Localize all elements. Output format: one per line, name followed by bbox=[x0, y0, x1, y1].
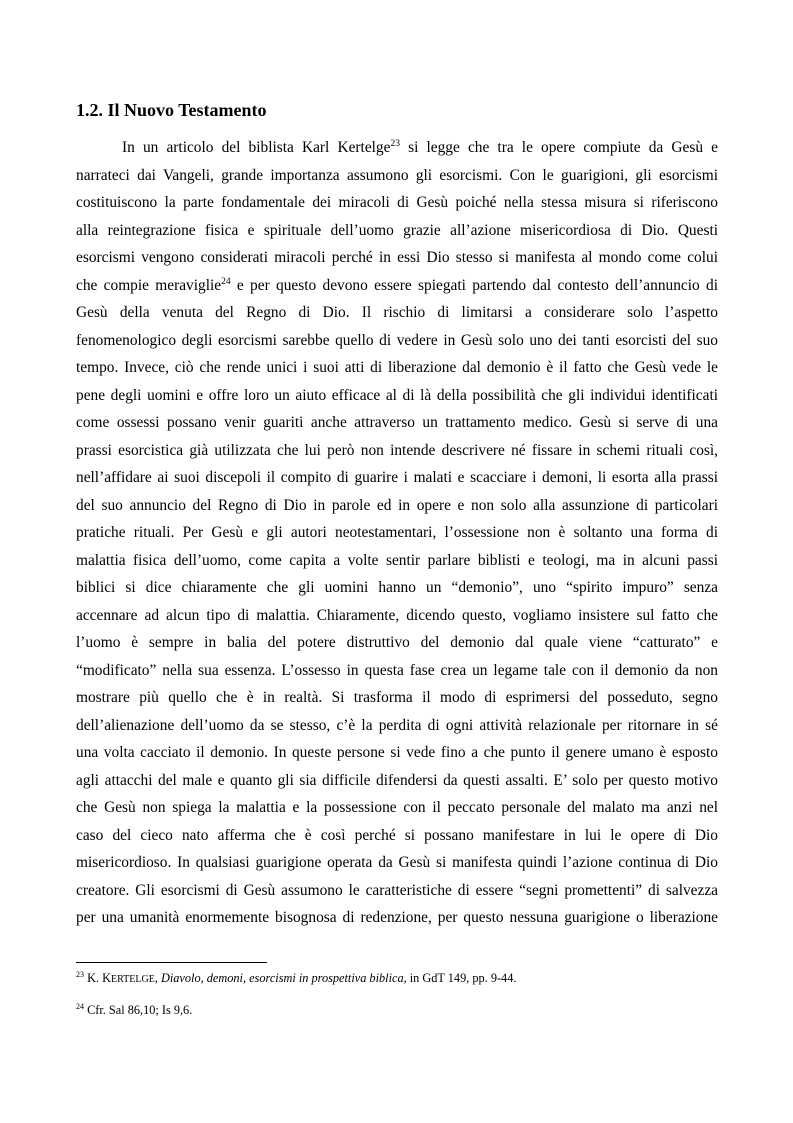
text-line: In un articolo del biblista Karl Kertelge$^{23}$ si legge che tra le opere compiute da Gesù e bbox=[122, 139, 718, 156]
text-line: prassi esorcistica già utilizzata che lui però non intende descrivere né fissare in schemi rituali così, bbox=[76, 441, 718, 459]
footnote-ref-24[interactable]: 24 bbox=[221, 276, 231, 287]
text-line: malattia fisica dell’uomo, come capita a volte sentir parlare biblisti e teologi, ma in alcuni passi bbox=[76, 551, 718, 569]
text-line: alla reintegrazione fisica e spirituale dell’uomo grazie all’azione misericordiosa di Dio. Questi bbox=[76, 221, 718, 239]
text-line: l’uomo è sempre in balia del potere distruttivo del demonio dal quale viene “catturato” e bbox=[76, 634, 718, 651]
text-line: che Gesù non spiega la malattia e la possessione con il peccato personale del malato ma anzi nel bbox=[76, 799, 718, 816]
text-line: biblici si dice chiaramente che gli uomini hanno un “demonio”, uno “spirito impuro” senza bbox=[76, 579, 718, 596]
text-line: costituiscono la parte fondamentale dei miracoli di Gesù poiché nella stessa misura si riferiscono bbox=[76, 194, 718, 211]
text-line: caso del cieco nato afferma che è così perché si possano manifestare in lui le opere di Dio bbox=[76, 826, 718, 844]
text-line: dell’alienazione dell’uomo da se stesso, c’è la perdita di ogni attività relazionale per ritornare in sé bbox=[76, 716, 718, 734]
text-line: del suo annuncio del Regno di Dio in parole ed in opere e non solo alla assunzione di particolari bbox=[76, 496, 718, 514]
text-line: tempo. Invece, ciò che rende unici i suoi atti di liberazione dal demonio è il fatto che Gesù vede le bbox=[76, 359, 718, 376]
footnote-ref-23[interactable]: 23 bbox=[390, 139, 400, 149]
text-line: che compie meraviglie$^{24}$ e per questo devono essere spiegati partendo dal contesto dell’annuncio di bbox=[76, 276, 718, 294]
footnote-divider bbox=[76, 962, 267, 963]
body-paragraph bbox=[76, 134, 718, 932]
text-line: agli attacchi del male e quanto gli sia difficile difendersi da questi assalti. E’ solo per questo motivo bbox=[76, 771, 718, 789]
text-line: narrateci dai Vangeli, grande importanza assumono gli esorcismi. Con le guarigioni, gli esorcismi bbox=[76, 166, 718, 184]
text-line: pene degli uomini e offre loro un aiuto efficace al di là della possibilità che gli individui identificati bbox=[76, 386, 718, 404]
text-line: fenomenologico degli esorcismi sarebbe quello di vedere in Gesù solo uno dei tanti esorcisti del suo bbox=[76, 331, 718, 349]
text-line: nell’affidare ai suoi discepoli il compito di guarire i malati e scacciare i demoni, li esorta alla prassi bbox=[76, 469, 718, 486]
footnote-24: $^{24}$ Cfr. Sal 86,10; Is 9,6. bbox=[76, 1002, 193, 1017]
cited-title: Diavolo, demoni, esorcismi in prospettiva biblica bbox=[160, 971, 404, 985]
text-line: accennare ad alcun tipo di malattia. Chiaramente, dicendo questo, vogliamo insistere sul fatto che bbox=[76, 606, 718, 624]
text-line: esorcismi vengono considerati miracoli perché in essi Dio stesso si manifesta al mondo come colui bbox=[76, 249, 718, 266]
text-line: misericordioso. In qualsiasi guarigione operata da Gesù si manifesta quindi l’azione continua di Dio bbox=[76, 854, 718, 871]
text-line: Gesù della venuta del Regno di Dio. Il rischio di limitarsi a considerare solo l’aspetto bbox=[76, 304, 718, 321]
footnote-number: 24 bbox=[76, 1002, 84, 1011]
footnote-23: $^{23}$ K. KERTELGE, Diavolo, demoni, esorcismi in prospettiva biblica, in GdT 149, pp. 9-44. bbox=[76, 970, 517, 985]
footnote-number: 23 bbox=[76, 970, 84, 979]
text-line: come ossessi possano venir guariti anche attraverso un trattamento medico. Gesù si serve di una bbox=[76, 414, 718, 431]
section-heading: 1.2. Il Nuovo Testamento bbox=[76, 100, 267, 120]
text-line: pratiche rituali. Per Gesù e gli autori neotestamentari, l’ossessione non è soltanto una forma di bbox=[76, 524, 718, 541]
text-line: creatore. Gli esorcismi di Gesù assumono le caratteristiche di essere “segni promettenti” di salvezza bbox=[76, 881, 718, 899]
text-line: una volta cacciato il demonio. In queste persone si vede fino a che punto il genere umano è esposto bbox=[76, 744, 718, 761]
text-line: mostrare più quello che è in realtà. Si trasforma il modo di esprimersi del posseduto, segno bbox=[76, 689, 718, 706]
text-line: “modificato” nella sua essenza. L’ossesso in questa fase crea un legame tale con il demonio da non bbox=[76, 661, 718, 679]
text-line: per una umanità enormemente bisognosa di redenzione, per questo nessuna guarigione o liberazione bbox=[76, 909, 718, 926]
